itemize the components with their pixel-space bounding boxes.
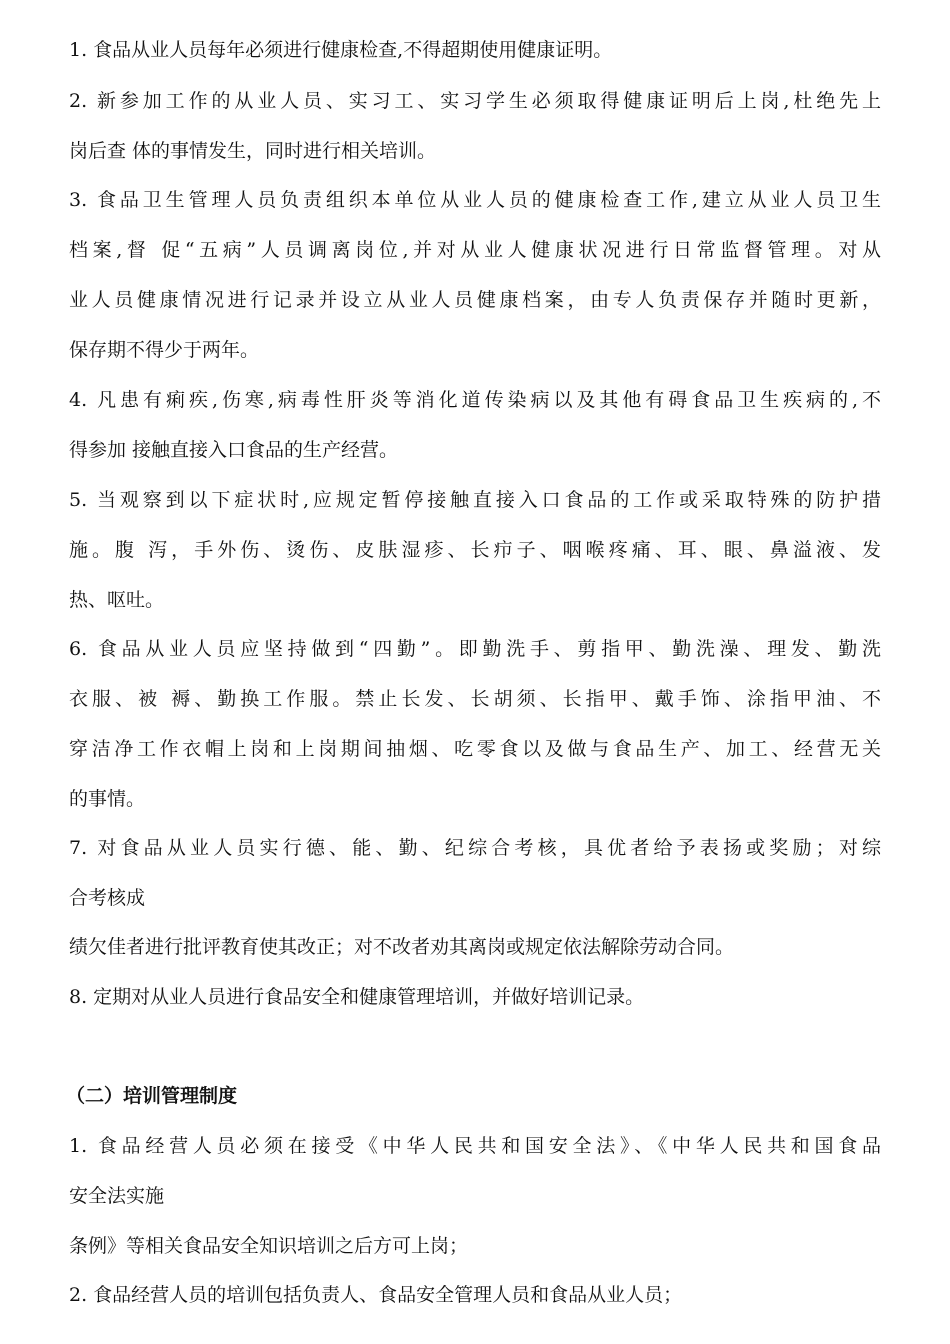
item-6-line-4: 的事情。 [69,788,146,810]
item-6-line-1: 6. 食品从业人员应坚持做到“四勤”。即勤洗手、剪指甲、勤洗澡、理发、勤洗 [69,638,881,660]
item-4-line-2: 得参加 接触直接入口食品的生产经营。 [69,439,399,461]
item-7-line-3: 绩欠佳者进行批评教育使其改正；对不改者劝其离岗或规定依法解除劳动合同。 [69,936,735,958]
item-5-line-2: 施。腹 泻，手外伤、烫伤、皮肤湿疹、长疖子、咽喉疼痛、耳、眼、鼻溢液、发 [69,539,881,561]
item-7-line-1: 7. 对食品从业人员实行德、能、勤、纪综合考核，具优者给予表扬或奖励；对综 [69,837,881,859]
item-7-line-2: 合考核成 [69,887,146,909]
item-8-line-1: 8. 定期对从业人员进行食品安全和健康管理培训，并做好培训记录。 [69,986,645,1008]
item-2-line-1: 2. 新参加工作的从业人员、实习工、实习学生必须取得健康证明后上岗,杜绝先上 [69,90,881,112]
item-2-line-2: 岗后查 体的事情发生，同时进行相关培训。 [69,140,437,162]
section-heading: （二）培训管理制度 [66,1085,238,1107]
section2-item-2-line-1: 2. 食品经营人员的培训包括负责人、食品安全管理人员和食品从业人员； [69,1284,683,1306]
item-3-line-4: 保存期不得少于两年。 [69,339,260,361]
item-1-line-1: 1. 食品从业人员每年必须进行健康检查,不得超期使用健康证明。 [69,39,613,61]
item-5-line-1: 5. 当观察到以下症状时,应规定暂停接触直接入口食品的工作或采取特殊的防护措 [69,489,881,511]
item-5-line-3: 热、呕吐。 [69,589,165,611]
item-6-line-3: 穿洁净工作衣帽上岗和上岗期间抽烟、吃零食以及做与食品生产、加工、经营无关 [69,738,881,760]
item-3-line-3: 业人员健康情况进行记录并设立从业人员健康档案，由专人负责保存并随时更新， [69,289,881,311]
item-6-line-2: 衣服、被 褥、勤换工作服。禁止长发、长胡须、长指甲、戴手饰、涂指甲油、不 [69,688,881,710]
item-3-line-2: 档案,督 促“五病”人员调离岗位,并对从业人健康状况进行日常监督管理。对从 [69,239,881,261]
item-3-line-1: 3. 食品卫生管理人员负责组织本单位从业人员的健康检查工作,建立从业人员卫生 [69,189,881,211]
section2-item-1-line-1: 1. 食品经营人员必须在接受《中华人民共和国安全法》、《中华人民共和国食品 [69,1135,881,1157]
section2-item-1-line-2: 安全法实施 [69,1185,165,1207]
item-4-line-1: 4. 凡患有痢疾,伤寒,病毒性肝炎等消化道传染病以及其他有碍食品卫生疾病的,不 [69,389,881,411]
section2-item-1-line-3: 条例》等相关食品安全知识培训之后方可上岗； [69,1235,469,1257]
